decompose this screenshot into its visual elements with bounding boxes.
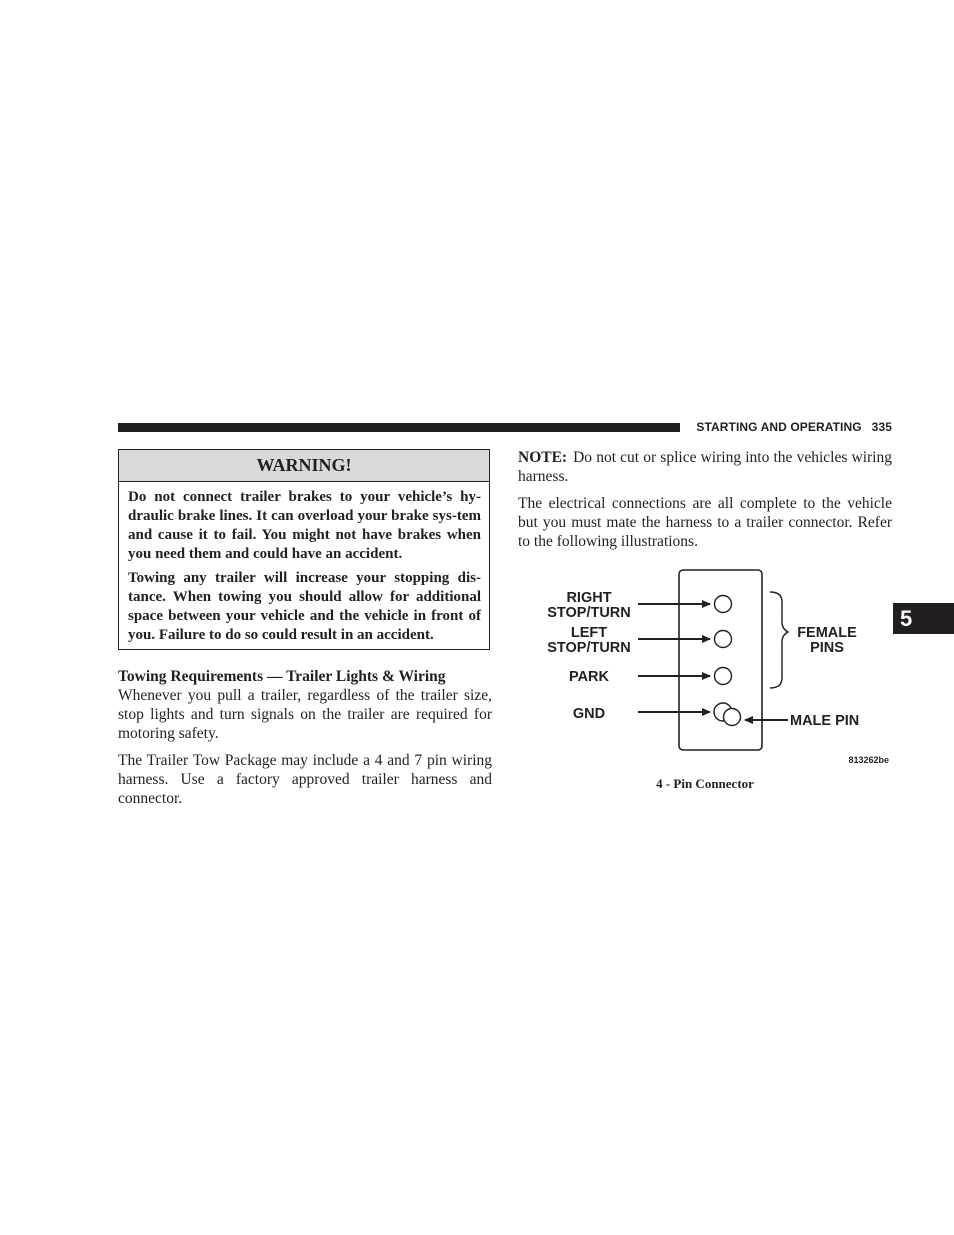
figure-code: 813262be <box>848 755 889 765</box>
note-label: NOTE: <box>518 449 568 466</box>
female-pins-label-line1: FEMALE <box>797 625 857 641</box>
warning-paragraph: Towing any trailer will increase your stopping dis-tance. When towing you should allow for additional space between your vehicle and the vehicle in front of you. Failure to do so could result in an accident. <box>128 570 481 643</box>
figure-caption: 4 - Pin Connector <box>656 776 754 791</box>
pin-label-left-line1: LEFT <box>570 625 608 641</box>
body-paragraph: The electrical connections are all complete to the vehicle but you must mate the harness to a trailer connector. Refer to the following illustrations. <box>518 495 892 550</box>
note-paragraph <box>518 448 892 486</box>
pin-label-right-line1: RIGHT <box>566 590 612 606</box>
female-pins-label-line2: PINS <box>810 640 844 656</box>
header-rule <box>118 423 680 432</box>
connector-diagram <box>530 562 894 770</box>
pin-park <box>715 668 732 685</box>
body-paragraph: The Trailer Tow Package may include a 4 and 7 pin wiring harness. Use a factory approved trailer harness and connector. <box>118 752 492 807</box>
pin-right-stop-turn <box>715 596 732 613</box>
warning-title: WARNING! <box>119 450 489 482</box>
female-pins-bracket <box>770 592 788 688</box>
pin-left-stop-turn <box>715 631 732 648</box>
warning-body <box>119 482 489 645</box>
note-text: Do not cut or splice wiring into the vehicles wiring harness. <box>518 449 892 485</box>
section-subheading: Towing Requirements — Trailer Lights & Wiring <box>118 668 446 685</box>
male-pin-label: MALE PIN <box>790 713 860 729</box>
page-number: 335 <box>871 420 892 434</box>
running-header <box>688 420 892 436</box>
male-pin <box>724 709 741 726</box>
warning-box <box>118 449 490 650</box>
pin-label-right-line2: STOP/TURN <box>547 605 631 621</box>
pin-label-gnd: GND <box>572 706 606 722</box>
body-paragraph: Whenever you pull a trailer, regardless of the trailer size, stop lights and turn signals on the trailer are required for motoring safety. <box>118 687 492 742</box>
warning-paragraph: Do not connect trailer brakes to your vehicle’s hy-draulic brake lines. It can overload your brake sys-tem and cause it to fail. You might not have brakes when you need them and could have an accident. <box>128 489 481 562</box>
pin-label-park: PARK <box>568 669 610 685</box>
section-title: STARTING AND OPERATING <box>696 420 862 434</box>
chapter-tab: 5 <box>893 603 954 634</box>
pin-label-left-line2: STOP/TURN <box>547 640 631 656</box>
